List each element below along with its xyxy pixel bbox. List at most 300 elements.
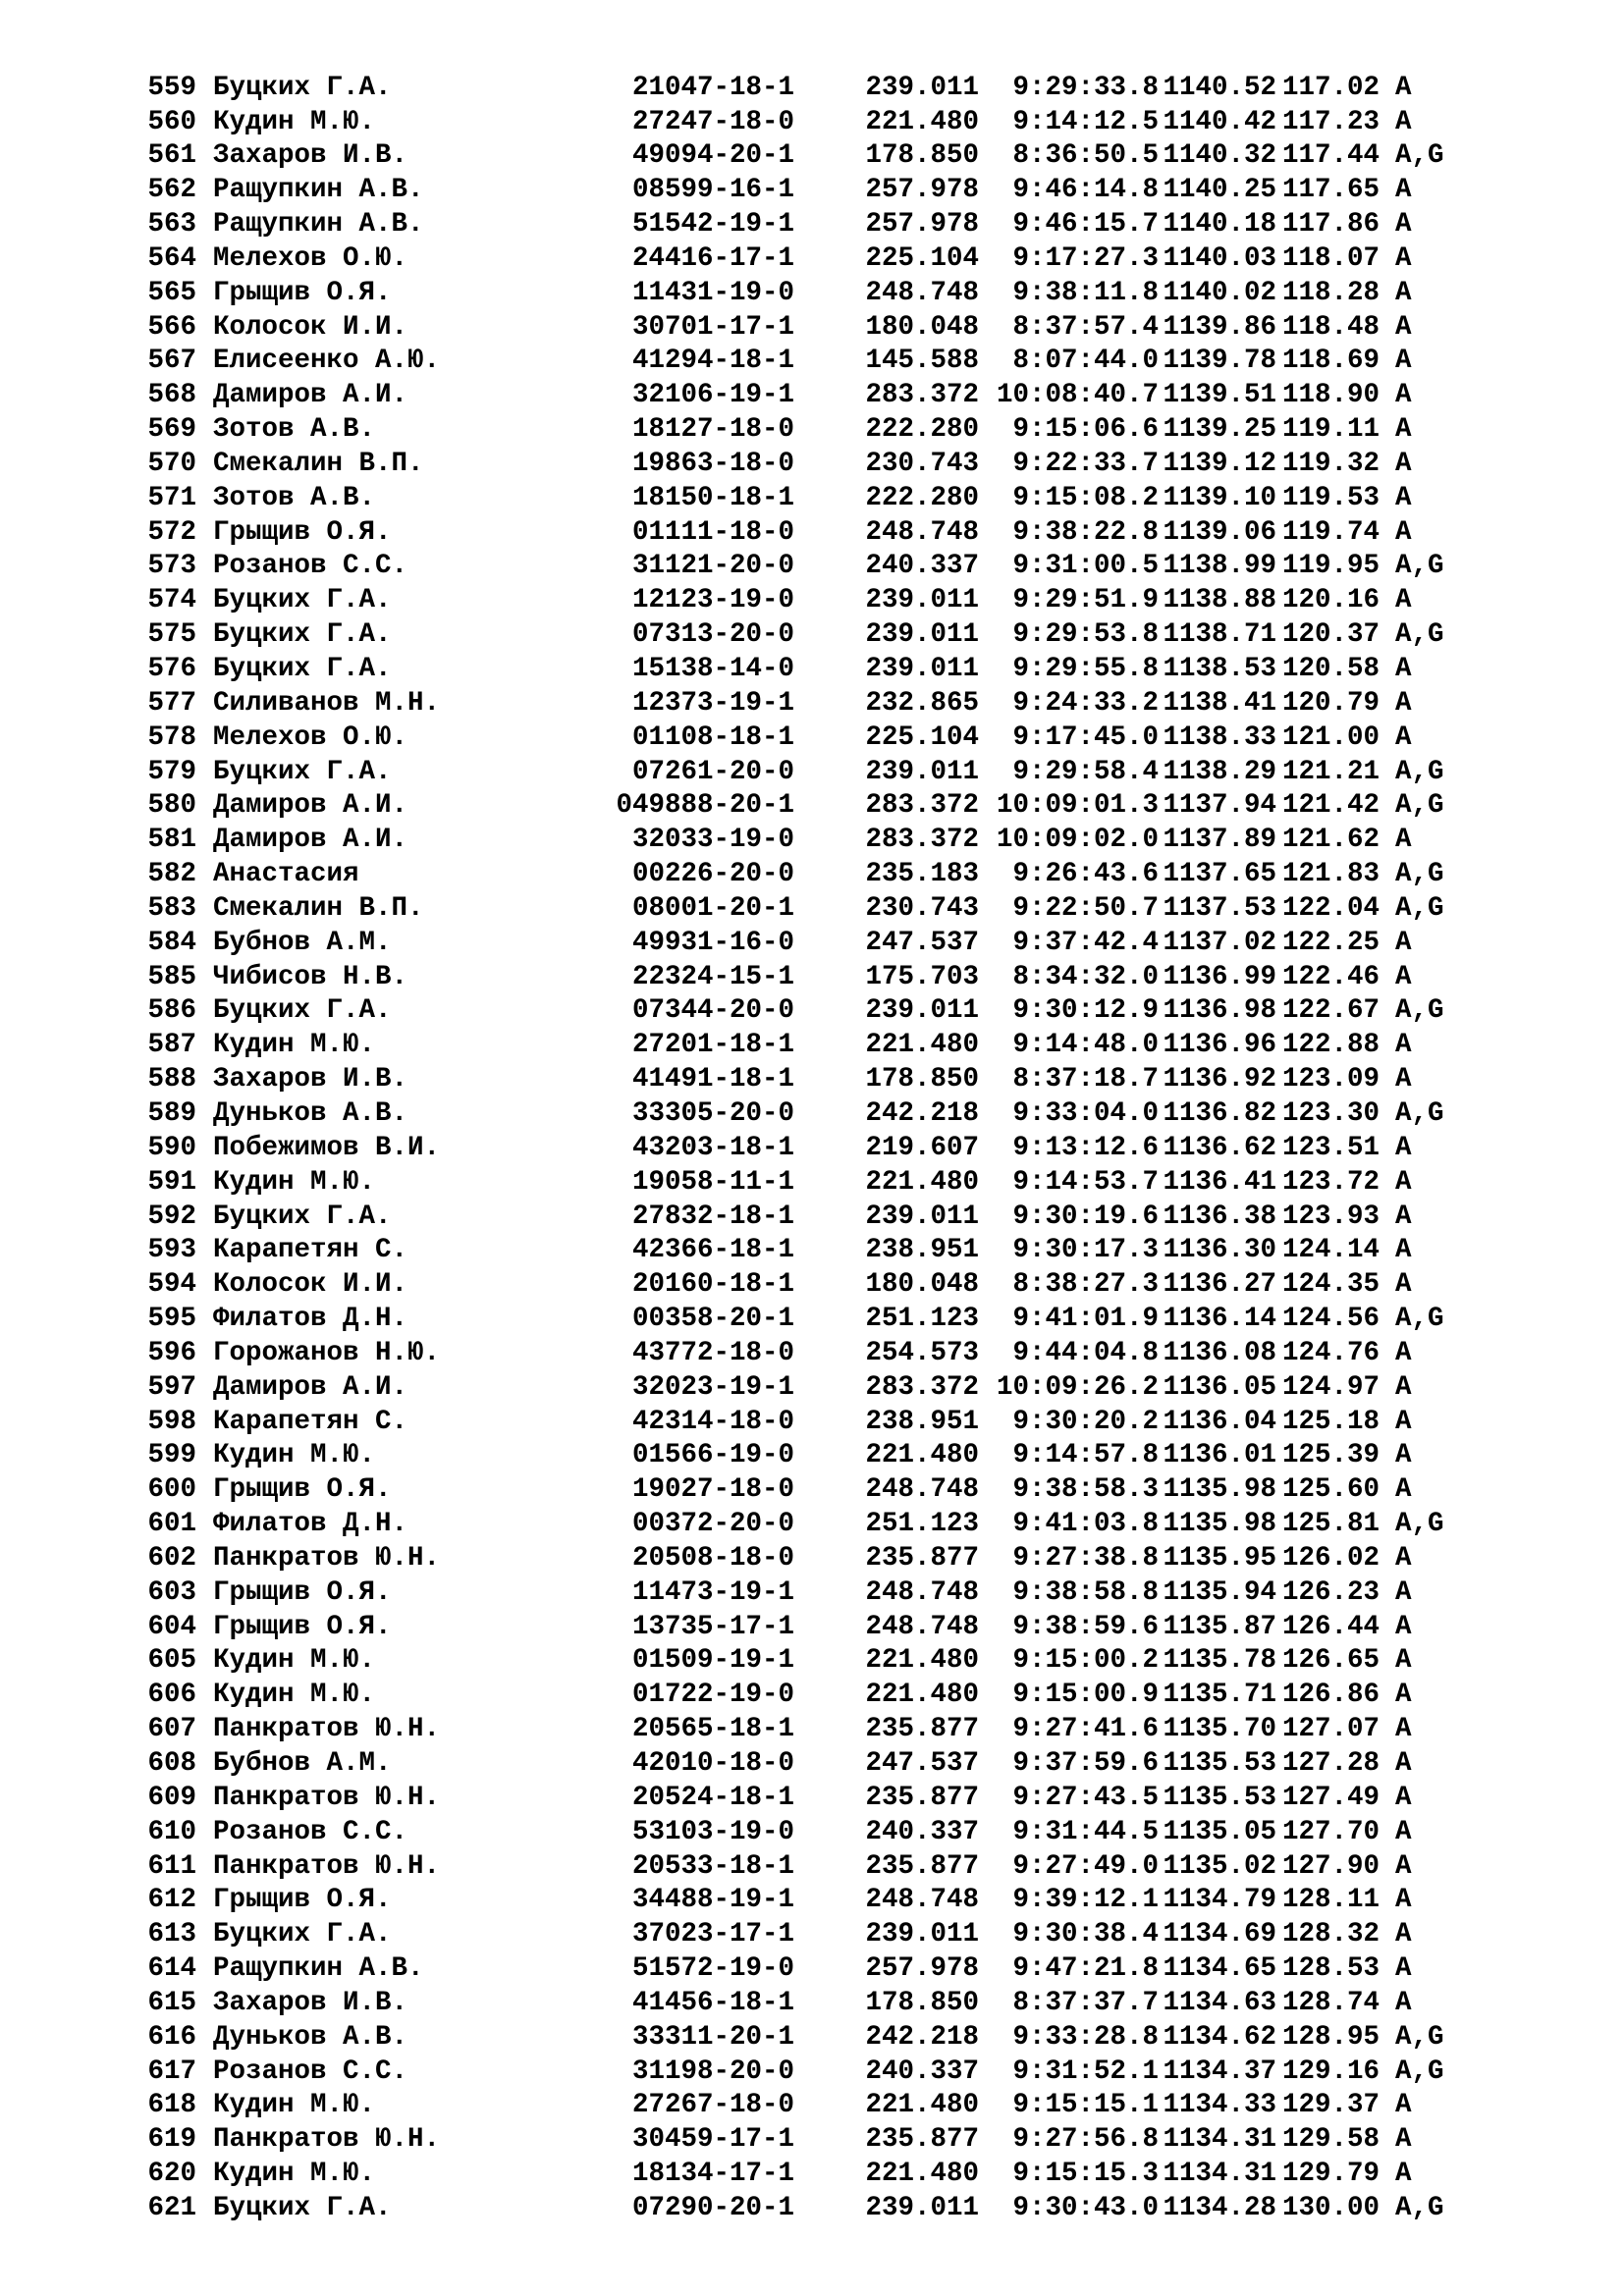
ring-cell: 31198-20-0 — [631, 2056, 794, 2087]
place-cell: 596 — [147, 1337, 196, 1368]
place-cell: 584 — [147, 927, 196, 958]
category-cell: A — [1395, 1132, 1412, 1163]
place-cell: 578 — [147, 721, 196, 753]
place-cell: 609 — [147, 1782, 196, 1813]
distance-cell: 254.573 — [865, 1337, 979, 1368]
place-cell: 604 — [147, 1611, 196, 1642]
name-cell: Панкратов Ю.Н. — [213, 1542, 441, 1574]
category-cell: A — [1395, 1714, 1412, 1745]
table-row — [143, 550, 1577, 584]
distance-cell: 175.703 — [865, 961, 979, 992]
speed-cell: 1136.82 — [1163, 1097, 1276, 1129]
table-row — [143, 412, 1577, 447]
distance-cell: 240.337 — [865, 1816, 979, 1847]
time-cell: 10:09:02.0 — [996, 825, 1159, 856]
place-cell: 605 — [147, 1645, 196, 1677]
name-cell: Буцких Г.А. — [213, 2192, 392, 2223]
place-cell: 576 — [147, 654, 196, 685]
speed-cell: 1134.28 — [1163, 2192, 1276, 2223]
distance-cell: 239.011 — [865, 585, 979, 616]
ring-cell: 01108-18-1 — [631, 721, 794, 753]
speed-cell: 1136.04 — [1163, 1406, 1276, 1437]
table-row — [143, 2123, 1577, 2158]
distance-cell: 222.280 — [865, 482, 979, 513]
speed-cell: 1134.62 — [1163, 2021, 1276, 2053]
coefficient-cell: 122.46 — [1281, 961, 1380, 992]
place-cell: 610 — [147, 1816, 196, 1847]
ring-cell: 07313-20-0 — [631, 619, 794, 651]
time-cell: 8:38:27.3 — [1012, 1269, 1159, 1301]
place-cell: 607 — [147, 1714, 196, 1745]
ring-cell: 07344-20-0 — [631, 995, 794, 1027]
place-cell: 618 — [147, 2090, 196, 2121]
time-cell: 9:31:52.1 — [1012, 2056, 1159, 2087]
place-cell: 580 — [147, 790, 196, 822]
distance-cell: 221.480 — [865, 2090, 979, 2121]
distance-cell: 239.011 — [865, 756, 979, 787]
time-cell: 9:27:43.5 — [1012, 1782, 1159, 1813]
name-cell: Ращупкин А.В. — [213, 1953, 424, 1985]
place-cell: 593 — [147, 1235, 196, 1266]
time-cell: 9:30:20.2 — [1012, 1406, 1159, 1437]
category-cell: A — [1395, 1987, 1412, 2018]
coefficient-cell: 119.53 — [1281, 482, 1380, 513]
category-cell: A — [1395, 654, 1412, 685]
speed-cell: 1137.02 — [1163, 927, 1276, 958]
speed-cell: 1140.42 — [1163, 106, 1276, 137]
table-row — [143, 1370, 1577, 1405]
category-cell: A — [1395, 1201, 1412, 1232]
time-cell: 9:30:38.4 — [1012, 1919, 1159, 1950]
ring-cell: 30701-17-1 — [631, 311, 794, 343]
place-cell: 611 — [147, 1850, 196, 1882]
ring-cell: 20565-18-1 — [631, 1714, 794, 1745]
speed-cell: 1135.94 — [1163, 1576, 1276, 1608]
distance-cell: 235.877 — [865, 1850, 979, 1882]
table-row — [143, 960, 1577, 994]
ring-cell: 24416-17-1 — [631, 242, 794, 274]
ring-cell: 41491-18-1 — [631, 1064, 794, 1095]
ring-cell: 19863-18-0 — [631, 448, 794, 479]
distance-cell: 239.011 — [865, 1201, 979, 1232]
time-cell: 9:14:53.7 — [1012, 1166, 1159, 1198]
name-cell: Захаров И.В. — [213, 1987, 408, 2018]
name-cell: Смекалин В.П. — [213, 448, 424, 479]
place-cell: 614 — [147, 1953, 196, 1985]
coefficient-cell: 122.25 — [1281, 927, 1380, 958]
coefficient-cell: 121.42 — [1281, 790, 1380, 822]
ring-cell: 27832-18-1 — [631, 1201, 794, 1232]
distance-cell: 257.978 — [865, 1953, 979, 1985]
time-cell: 8:37:57.4 — [1012, 311, 1159, 343]
coefficient-cell: 124.14 — [1281, 1235, 1380, 1266]
name-cell: Дамиров А.И. — [213, 825, 408, 856]
time-cell: 9:39:12.1 — [1012, 1885, 1159, 1916]
coefficient-cell: 128.53 — [1281, 1953, 1380, 1985]
coefficient-cell: 121.83 — [1281, 859, 1380, 890]
distance-cell: 239.011 — [865, 72, 979, 103]
place-cell: 572 — [147, 516, 196, 548]
category-cell: A — [1395, 1474, 1412, 1506]
time-cell: 9:17:27.3 — [1012, 242, 1159, 274]
coefficient-cell: 122.04 — [1281, 892, 1380, 924]
name-cell: Кудин М.Ю. — [213, 2090, 376, 2121]
coefficient-cell: 129.37 — [1281, 2090, 1380, 2121]
coefficient-cell: 118.28 — [1281, 277, 1380, 308]
category-cell: A — [1395, 1919, 1412, 1950]
name-cell: Кудин М.Ю. — [213, 106, 376, 137]
time-cell: 9:38:11.8 — [1012, 277, 1159, 308]
place-cell: 581 — [147, 825, 196, 856]
distance-cell: 238.951 — [865, 1235, 979, 1266]
speed-cell: 1137.94 — [1163, 790, 1276, 822]
ring-cell: 18150-18-1 — [631, 482, 794, 513]
coefficient-cell: 128.32 — [1281, 1919, 1380, 1950]
table-row — [143, 1884, 1577, 1918]
name-cell: Зотов А.В. — [213, 482, 376, 513]
category-cell: A,G — [1395, 140, 1444, 172]
distance-cell: 221.480 — [865, 1030, 979, 1061]
speed-cell: 1136.98 — [1163, 995, 1276, 1027]
category-cell: A,G — [1395, 2021, 1444, 2053]
time-cell: 9:15:00.2 — [1012, 1645, 1159, 1677]
place-cell: 588 — [147, 1064, 196, 1095]
coefficient-cell: 126.44 — [1281, 1611, 1380, 1642]
category-cell: A — [1395, 1166, 1412, 1198]
speed-cell: 1135.05 — [1163, 1816, 1276, 1847]
speed-cell: 1140.03 — [1163, 242, 1276, 274]
speed-cell: 1135.95 — [1163, 1542, 1276, 1574]
table-row — [143, 481, 1577, 515]
coefficient-cell: 126.65 — [1281, 1645, 1380, 1677]
speed-cell: 1140.52 — [1163, 72, 1276, 103]
name-cell: Ращупкин А.В. — [213, 175, 424, 206]
place-cell: 597 — [147, 1371, 196, 1403]
speed-cell: 1134.69 — [1163, 1919, 1276, 1950]
ring-cell: 31121-20-0 — [631, 551, 794, 582]
time-cell: 9:29:51.9 — [1012, 585, 1159, 616]
ring-cell: 27201-18-1 — [631, 1030, 794, 1061]
ring-cell: 32023-19-1 — [631, 1371, 794, 1403]
category-cell: A — [1395, 1816, 1412, 1847]
ring-cell: 13735-17-1 — [631, 1611, 794, 1642]
ring-cell: 20524-18-1 — [631, 1782, 794, 1813]
place-cell: 602 — [147, 1542, 196, 1574]
distance-cell: 238.951 — [865, 1406, 979, 1437]
table-row — [143, 1029, 1577, 1063]
ring-cell: 20533-18-1 — [631, 1850, 794, 1882]
coefficient-cell: 120.37 — [1281, 619, 1380, 651]
distance-cell: 178.850 — [865, 140, 979, 172]
place-cell: 561 — [147, 140, 196, 172]
table-row — [143, 1541, 1577, 1575]
name-cell: Грыщив О.Я. — [213, 1885, 392, 1916]
category-cell: A,G — [1395, 551, 1444, 582]
name-cell: Буцких Г.А. — [213, 1919, 392, 1950]
table-row — [143, 891, 1577, 926]
table-row — [143, 618, 1577, 653]
time-cell: 9:22:50.7 — [1012, 892, 1159, 924]
category-cell: A — [1395, 1576, 1412, 1608]
speed-cell: 1138.53 — [1163, 654, 1276, 685]
time-cell: 9:27:56.8 — [1012, 2124, 1159, 2156]
place-cell: 586 — [147, 995, 196, 1027]
name-cell: Розанов С.С. — [213, 1816, 408, 1847]
time-cell: 9:30:12.9 — [1012, 995, 1159, 1027]
distance-cell: 230.743 — [865, 448, 979, 479]
category-cell: A — [1395, 1337, 1412, 1368]
speed-cell: 1136.62 — [1163, 1132, 1276, 1163]
ring-cell: 18127-18-0 — [631, 414, 794, 446]
table-row — [143, 1302, 1577, 1336]
category-cell: A — [1395, 1542, 1412, 1574]
coefficient-cell: 127.90 — [1281, 1850, 1380, 1882]
speed-cell: 1134.31 — [1163, 2159, 1276, 2190]
coefficient-cell: 117.44 — [1281, 140, 1380, 172]
coefficient-cell: 123.30 — [1281, 1097, 1380, 1129]
place-cell: 574 — [147, 585, 196, 616]
table-row — [143, 1713, 1577, 1747]
time-cell: 9:38:58.3 — [1012, 1474, 1159, 1506]
distance-cell: 222.280 — [865, 414, 979, 446]
category-cell: A — [1395, 1030, 1412, 1061]
distance-cell: 247.537 — [865, 927, 979, 958]
time-cell: 8:36:50.5 — [1012, 140, 1159, 172]
distance-cell: 180.048 — [865, 1269, 979, 1301]
name-cell: Зотов А.В. — [213, 414, 376, 446]
time-cell: 9:47:21.8 — [1012, 1953, 1159, 1985]
speed-cell: 1136.30 — [1163, 1235, 1276, 1266]
table-row — [143, 1951, 1577, 1986]
coefficient-cell: 123.09 — [1281, 1064, 1380, 1095]
coefficient-cell: 124.97 — [1281, 1371, 1380, 1403]
ring-cell: 51572-19-0 — [631, 1953, 794, 1985]
name-cell: Филатов Д.Н. — [213, 1304, 408, 1335]
speed-cell: 1136.92 — [1163, 1064, 1276, 1095]
place-cell: 595 — [147, 1304, 196, 1335]
distance-cell: 239.011 — [865, 995, 979, 1027]
name-cell: Смекалин В.П. — [213, 892, 424, 924]
place-cell: 562 — [147, 175, 196, 206]
distance-cell: 180.048 — [865, 311, 979, 343]
distance-cell: 235.877 — [865, 1714, 979, 1745]
distance-cell: 242.218 — [865, 2021, 979, 2053]
ring-cell: 19027-18-0 — [631, 1474, 794, 1506]
speed-cell: 1136.99 — [1163, 961, 1276, 992]
time-cell: 9:37:42.4 — [1012, 927, 1159, 958]
table-row — [143, 994, 1577, 1029]
time-cell: 9:27:49.0 — [1012, 1850, 1159, 1882]
table-row — [143, 105, 1577, 139]
time-cell: 9:22:33.7 — [1012, 448, 1159, 479]
place-cell: 567 — [147, 346, 196, 377]
table-row — [143, 1679, 1577, 1713]
ring-cell: 41294-18-1 — [631, 346, 794, 377]
place-cell: 571 — [147, 482, 196, 513]
category-cell: A,G — [1395, 2056, 1444, 2087]
ring-cell: 07290-20-1 — [631, 2192, 794, 2223]
time-cell: 8:34:32.0 — [1012, 961, 1159, 992]
table-row — [143, 1918, 1577, 1952]
table-row — [143, 1200, 1577, 1234]
category-cell: A — [1395, 2090, 1412, 2121]
name-cell: Захаров И.В. — [213, 1064, 408, 1095]
table-row — [143, 1336, 1577, 1370]
place-cell: 600 — [147, 1474, 196, 1506]
place-cell: 565 — [147, 277, 196, 308]
ring-cell: 15138-14-0 — [631, 654, 794, 685]
coefficient-cell: 118.07 — [1281, 242, 1380, 274]
name-cell: Грыщив О.Я. — [213, 1474, 392, 1506]
distance-cell: 283.372 — [865, 790, 979, 822]
coefficient-cell: 123.93 — [1281, 1201, 1380, 1232]
table-row — [143, 1815, 1577, 1849]
time-cell: 9:14:57.8 — [1012, 1440, 1159, 1471]
ring-cell: 12373-19-1 — [631, 687, 794, 719]
distance-cell: 248.748 — [865, 516, 979, 548]
ring-cell: 01722-19-0 — [631, 1680, 794, 1711]
coefficient-cell: 126.23 — [1281, 1576, 1380, 1608]
distance-cell: 235.877 — [865, 1782, 979, 1813]
category-cell: A — [1395, 209, 1412, 240]
place-cell: 570 — [147, 448, 196, 479]
ring-cell: 27247-18-0 — [631, 106, 794, 137]
name-cell: Буцких Г.А. — [213, 756, 392, 787]
table-row — [143, 1507, 1577, 1541]
category-cell: A — [1395, 1064, 1412, 1095]
ring-cell: 43772-18-0 — [631, 1337, 794, 1368]
place-cell: 620 — [147, 2159, 196, 2190]
name-cell: Анастасия — [213, 859, 359, 890]
distance-cell: 248.748 — [865, 277, 979, 308]
distance-cell: 239.011 — [865, 654, 979, 685]
speed-cell: 1138.99 — [1163, 551, 1276, 582]
place-cell: 589 — [147, 1097, 196, 1129]
time-cell: 9:27:38.8 — [1012, 1542, 1159, 1574]
place-cell: 585 — [147, 961, 196, 992]
time-cell: 9:14:48.0 — [1012, 1030, 1159, 1061]
table-row — [143, 1473, 1577, 1508]
speed-cell: 1139.51 — [1163, 380, 1276, 411]
coefficient-cell: 117.65 — [1281, 175, 1380, 206]
distance-cell: 283.372 — [865, 380, 979, 411]
time-cell: 9:24:33.2 — [1012, 687, 1159, 719]
name-cell: Ращупкин А.В. — [213, 209, 424, 240]
ring-cell: 30459-17-1 — [631, 2124, 794, 2156]
distance-cell: 251.123 — [865, 1509, 979, 1540]
table-row — [143, 310, 1577, 345]
coefficient-cell: 125.18 — [1281, 1406, 1380, 1437]
speed-cell: 1140.02 — [1163, 277, 1276, 308]
place-cell: 577 — [147, 687, 196, 719]
ring-cell: 53103-19-0 — [631, 1816, 794, 1847]
distance-cell: 225.104 — [865, 242, 979, 274]
name-cell: Елисеенко А.Ю. — [213, 346, 441, 377]
speed-cell: 1135.98 — [1163, 1509, 1276, 1540]
place-cell: 603 — [147, 1576, 196, 1608]
speed-cell: 1136.38 — [1163, 1201, 1276, 1232]
table-row — [143, 139, 1577, 174]
name-cell: Колосок И.И. — [213, 311, 408, 343]
coefficient-cell: 127.70 — [1281, 1816, 1380, 1847]
ring-cell: 01509-19-1 — [631, 1645, 794, 1677]
name-cell: Филатов Д.Н. — [213, 1509, 408, 1540]
place-cell: 601 — [147, 1509, 196, 1540]
distance-cell: 221.480 — [865, 2159, 979, 2190]
ring-cell: 08001-20-1 — [631, 892, 794, 924]
name-cell: Побежимов В.И. — [213, 1132, 441, 1163]
time-cell: 8:07:44.0 — [1012, 346, 1159, 377]
speed-cell: 1134.31 — [1163, 2124, 1276, 2156]
coefficient-cell: 123.51 — [1281, 1132, 1380, 1163]
distance-cell: 248.748 — [865, 1885, 979, 1916]
time-cell: 8:37:37.7 — [1012, 1987, 1159, 2018]
table-row — [143, 1062, 1577, 1096]
name-cell: Буцких Г.А. — [213, 1201, 392, 1232]
time-cell: 9:38:58.8 — [1012, 1576, 1159, 1608]
coefficient-cell: 129.79 — [1281, 2159, 1380, 2190]
category-cell: A — [1395, 1645, 1412, 1677]
distance-cell: 221.480 — [865, 1680, 979, 1711]
time-cell: 9:13:12.6 — [1012, 1132, 1159, 1163]
name-cell: Чибисов Н.В. — [213, 961, 408, 992]
ring-cell: 20508-18-0 — [631, 1542, 794, 1574]
table-row — [143, 2020, 1577, 2055]
name-cell: Розанов С.С. — [213, 2056, 408, 2087]
table-row — [143, 1096, 1577, 1131]
time-cell: 9:31:00.5 — [1012, 551, 1159, 582]
speed-cell: 1139.10 — [1163, 482, 1276, 513]
place-cell: 594 — [147, 1269, 196, 1301]
speed-cell: 1139.12 — [1163, 448, 1276, 479]
distance-cell: 221.480 — [865, 1645, 979, 1677]
speed-cell: 1135.02 — [1163, 1850, 1276, 1882]
speed-cell: 1139.86 — [1163, 311, 1276, 343]
name-cell: Мелехов О.Ю. — [213, 721, 408, 753]
time-cell: 9:17:45.0 — [1012, 721, 1159, 753]
ring-cell: 11473-19-1 — [631, 1576, 794, 1608]
ring-cell: 49094-20-1 — [631, 140, 794, 172]
time-cell: 9:15:06.6 — [1012, 414, 1159, 446]
table-row — [143, 584, 1577, 618]
speed-cell: 1140.25 — [1163, 175, 1276, 206]
coefficient-cell: 128.95 — [1281, 2021, 1380, 2053]
ring-cell: 01566-19-0 — [631, 1440, 794, 1471]
ring-cell: 51542-19-1 — [631, 209, 794, 240]
table-row — [143, 1439, 1577, 1473]
table-row — [143, 1268, 1577, 1303]
ring-cell: 42366-18-1 — [631, 1235, 794, 1266]
distance-cell: 235.877 — [865, 1542, 979, 1574]
table-row — [143, 1405, 1577, 1439]
distance-cell: 283.372 — [865, 1371, 979, 1403]
place-cell: 606 — [147, 1680, 196, 1711]
place-cell: 566 — [147, 311, 196, 343]
category-cell: A — [1395, 961, 1412, 992]
name-cell: Кудин М.Ю. — [213, 1645, 376, 1677]
distance-cell: 242.218 — [865, 1097, 979, 1129]
distance-cell: 248.748 — [865, 1576, 979, 1608]
name-cell: Буцких Г.А. — [213, 585, 392, 616]
speed-cell: 1136.08 — [1163, 1337, 1276, 1368]
coefficient-cell: 121.62 — [1281, 825, 1380, 856]
coefficient-cell: 129.58 — [1281, 2124, 1380, 2156]
category-cell: A,G — [1395, 1509, 1444, 1540]
time-cell: 9:30:43.0 — [1012, 2192, 1159, 2223]
place-cell: 579 — [147, 756, 196, 787]
table-row — [143, 447, 1577, 481]
speed-cell: 1138.29 — [1163, 756, 1276, 787]
